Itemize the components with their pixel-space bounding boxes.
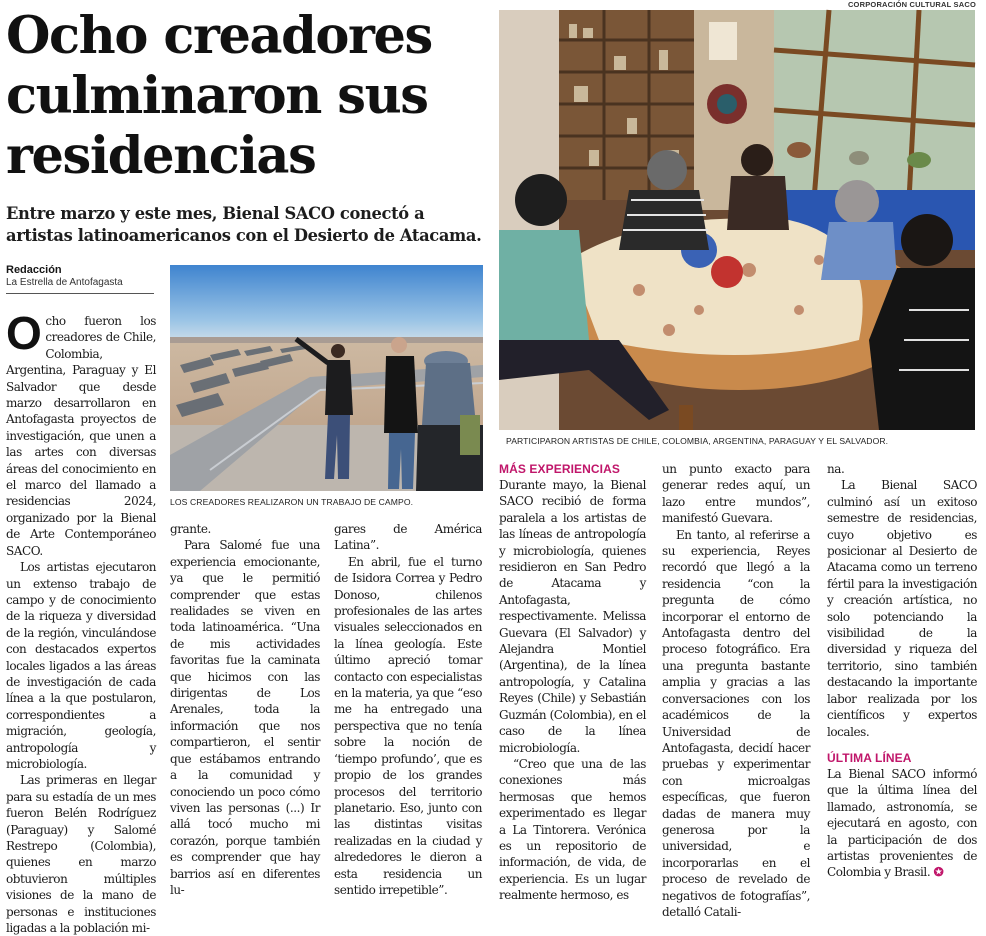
saco-end-mark-icon: ✪ <box>933 865 944 880</box>
article-column-6 <box>827 461 977 880</box>
article-column-4 <box>499 461 647 903</box>
field-trip-photo-caption: LOS CREADORES REALIZARON UN TRABAJO DE CAMPO. <box>170 497 414 507</box>
byline <box>6 264 154 294</box>
paragraph: La Bienal SACO culminó así un exitoso semestre de residencias, cuyo objetivo es posicionar al Desierto de Atacama como un terreno fértil para la investigación y creación artística, no solo potenciando la visibilidad de la diversidad y riqueza del territorio, sino también destacando la importante labor realizada por los científicos y expertos locales. <box>827 478 977 739</box>
paragraph: grante. <box>170 522 211 536</box>
workshop-photo <box>499 10 975 430</box>
byline-rule <box>6 293 154 294</box>
paragraph: “Creo que una de las conexiones más hermosas que hemos experimentado es llegar a La Tintorera. Verónica es un repositorio de información, de vida, de experiencia. Es un lugar realmente hermoso, es <box>499 756 646 903</box>
article-column-2 <box>170 521 320 897</box>
paragraph: un punto exacto para generar redes aquí, un lazo entre mundos”, manifestó Guevara. <box>662 462 810 526</box>
section-heading-ultima-linea: ÚLTIMA LÍNEA <box>827 750 912 765</box>
lead-paragraph: Ocho fueron los creadores de Chile, Colombia, Argentina, Paraguay y El Salvador que desde marzo desarrollaron en Antofagasta proyectos de investigación, que unen a las artes con diversas áreas del conocimiento en el marco del llamado a residencias 2024, organizado por la Bienal de Arte Contemporáneo SACO. <box>6 307 156 558</box>
photo-credit: CORPORACIÓN CULTURAL SACO <box>847 0 976 9</box>
article-column-3 <box>334 521 482 897</box>
article-subhead: Entre marzo y este mes, Bienal SACO conectó a artistas latinoamericanos con el Desierto de Atacama. <box>6 204 482 245</box>
section-heading-mas-experiencias: MÁS EXPERIENCIAS <box>499 462 620 476</box>
paragraph: En abril, fue el turno de Isidora Correa y Pedro Donoso, chilenos profesionales de las artes visuales seleccionados en la línea geología. Este último apreció tomar contacto con especialistas en la materia, ya que “eso me ha entregado una perspectiva que no tenía sobre la noción de ‘tiempo profundo’, que es propio de los grandes procesos del territorio planetario. Eso, junto con las distintas visitas realizadas en la ciudad y alrededores le dieron a esta residencia un sentido irrepetible”. <box>334 554 482 897</box>
byline-outlet: La Estrella de Antofagasta <box>6 277 123 288</box>
workshop-photo-caption: PARTICIPARON ARTISTAS DE CHILE, COLOMBIA, ARGENTINA, PARAGUAY Y EL SALVADOR. <box>506 436 889 446</box>
paragraph: La Bienal SACO informó que la última línea del llamado, astronomía, se ejecutará en agosto, con la participación de dos artistas provenientes de Colombia y Brasil. ✪ <box>827 766 977 880</box>
article-headline: Ocho creadores culminaron sus residencias <box>6 6 432 186</box>
paragraph: Para Salomé fue una experiencia emocionante, ya que le permitió comprender que estas realidades se viven en toda latinoamérica. “Una de mis actividades favoritas fue la caminata que hicimos con las dirigentas de Los Arenales, toda la información que nos compartieron, el sentir que estábamos entrando a la comunidad y conociendo un poco cómo viven las personas (...) Ir allá tocó mucho mi corazón, porque también es comprender que hay barrios así en diferentes lu- <box>170 538 320 897</box>
paragraph: En tanto, al referirse a su experiencia, Reyes recordó que llegó a la residencia “con la pregunta de cómo incorporar el entorno de Antofagasta dentro del proceso fotográfico. Era una pregunta bastante amplia y gracias a las conversaciones con los académicos de la Universidad de Antofagasta, decidí hacer pruebas y experimentar con microalgas específicas, que fueron dadas de manera muy generosa por la universidad, e incorporarlas en el proceso de revelado de negativos de fotografías”, detalló Catali- <box>662 527 810 919</box>
article-column-5 <box>662 461 810 919</box>
paragraph: gares de América Latina”. <box>334 522 482 553</box>
paragraph: Los artistas ejecutaron un extenso trabajo de campo y de conocimiento de la riqueza y diversidad de la región, vinculándose con destacados expertos locales ligados a las áreas de investigación de cada línea a la que postularon, correspondientes a migración, geología, antropología y microbiología. <box>6 560 156 771</box>
article-column-1 <box>6 307 156 936</box>
byline-author: Redacción <box>6 264 62 276</box>
paragraph: Las primeras en llegar para su estadía de un mes fueron Belén Rodríguez (Paraguay) y Salomé Restrepo (Colombia), quienes en marzo obtuvieron múltiples visiones de la mano de personas e instituciones ligadas a la población mi- <box>6 773 156 936</box>
field-trip-photo <box>170 265 483 491</box>
paragraph: Durante mayo, la Bienal SACO recibió de forma paralela a los artistas de las líneas de antropología y microbiología, quienes residieron en San Pedro de Atacama y Antofagasta, respectivamente. Melissa Guevara (El Salvador) y Alejandra Montiel (Argentina), de la línea antropología, y Catalina Reyes (Chile) y Sebastián Guzmán (Colombia), en el caso de la línea microbiología. <box>499 478 647 755</box>
dropcap: O <box>6 307 42 359</box>
paragraph: na. <box>827 462 845 476</box>
